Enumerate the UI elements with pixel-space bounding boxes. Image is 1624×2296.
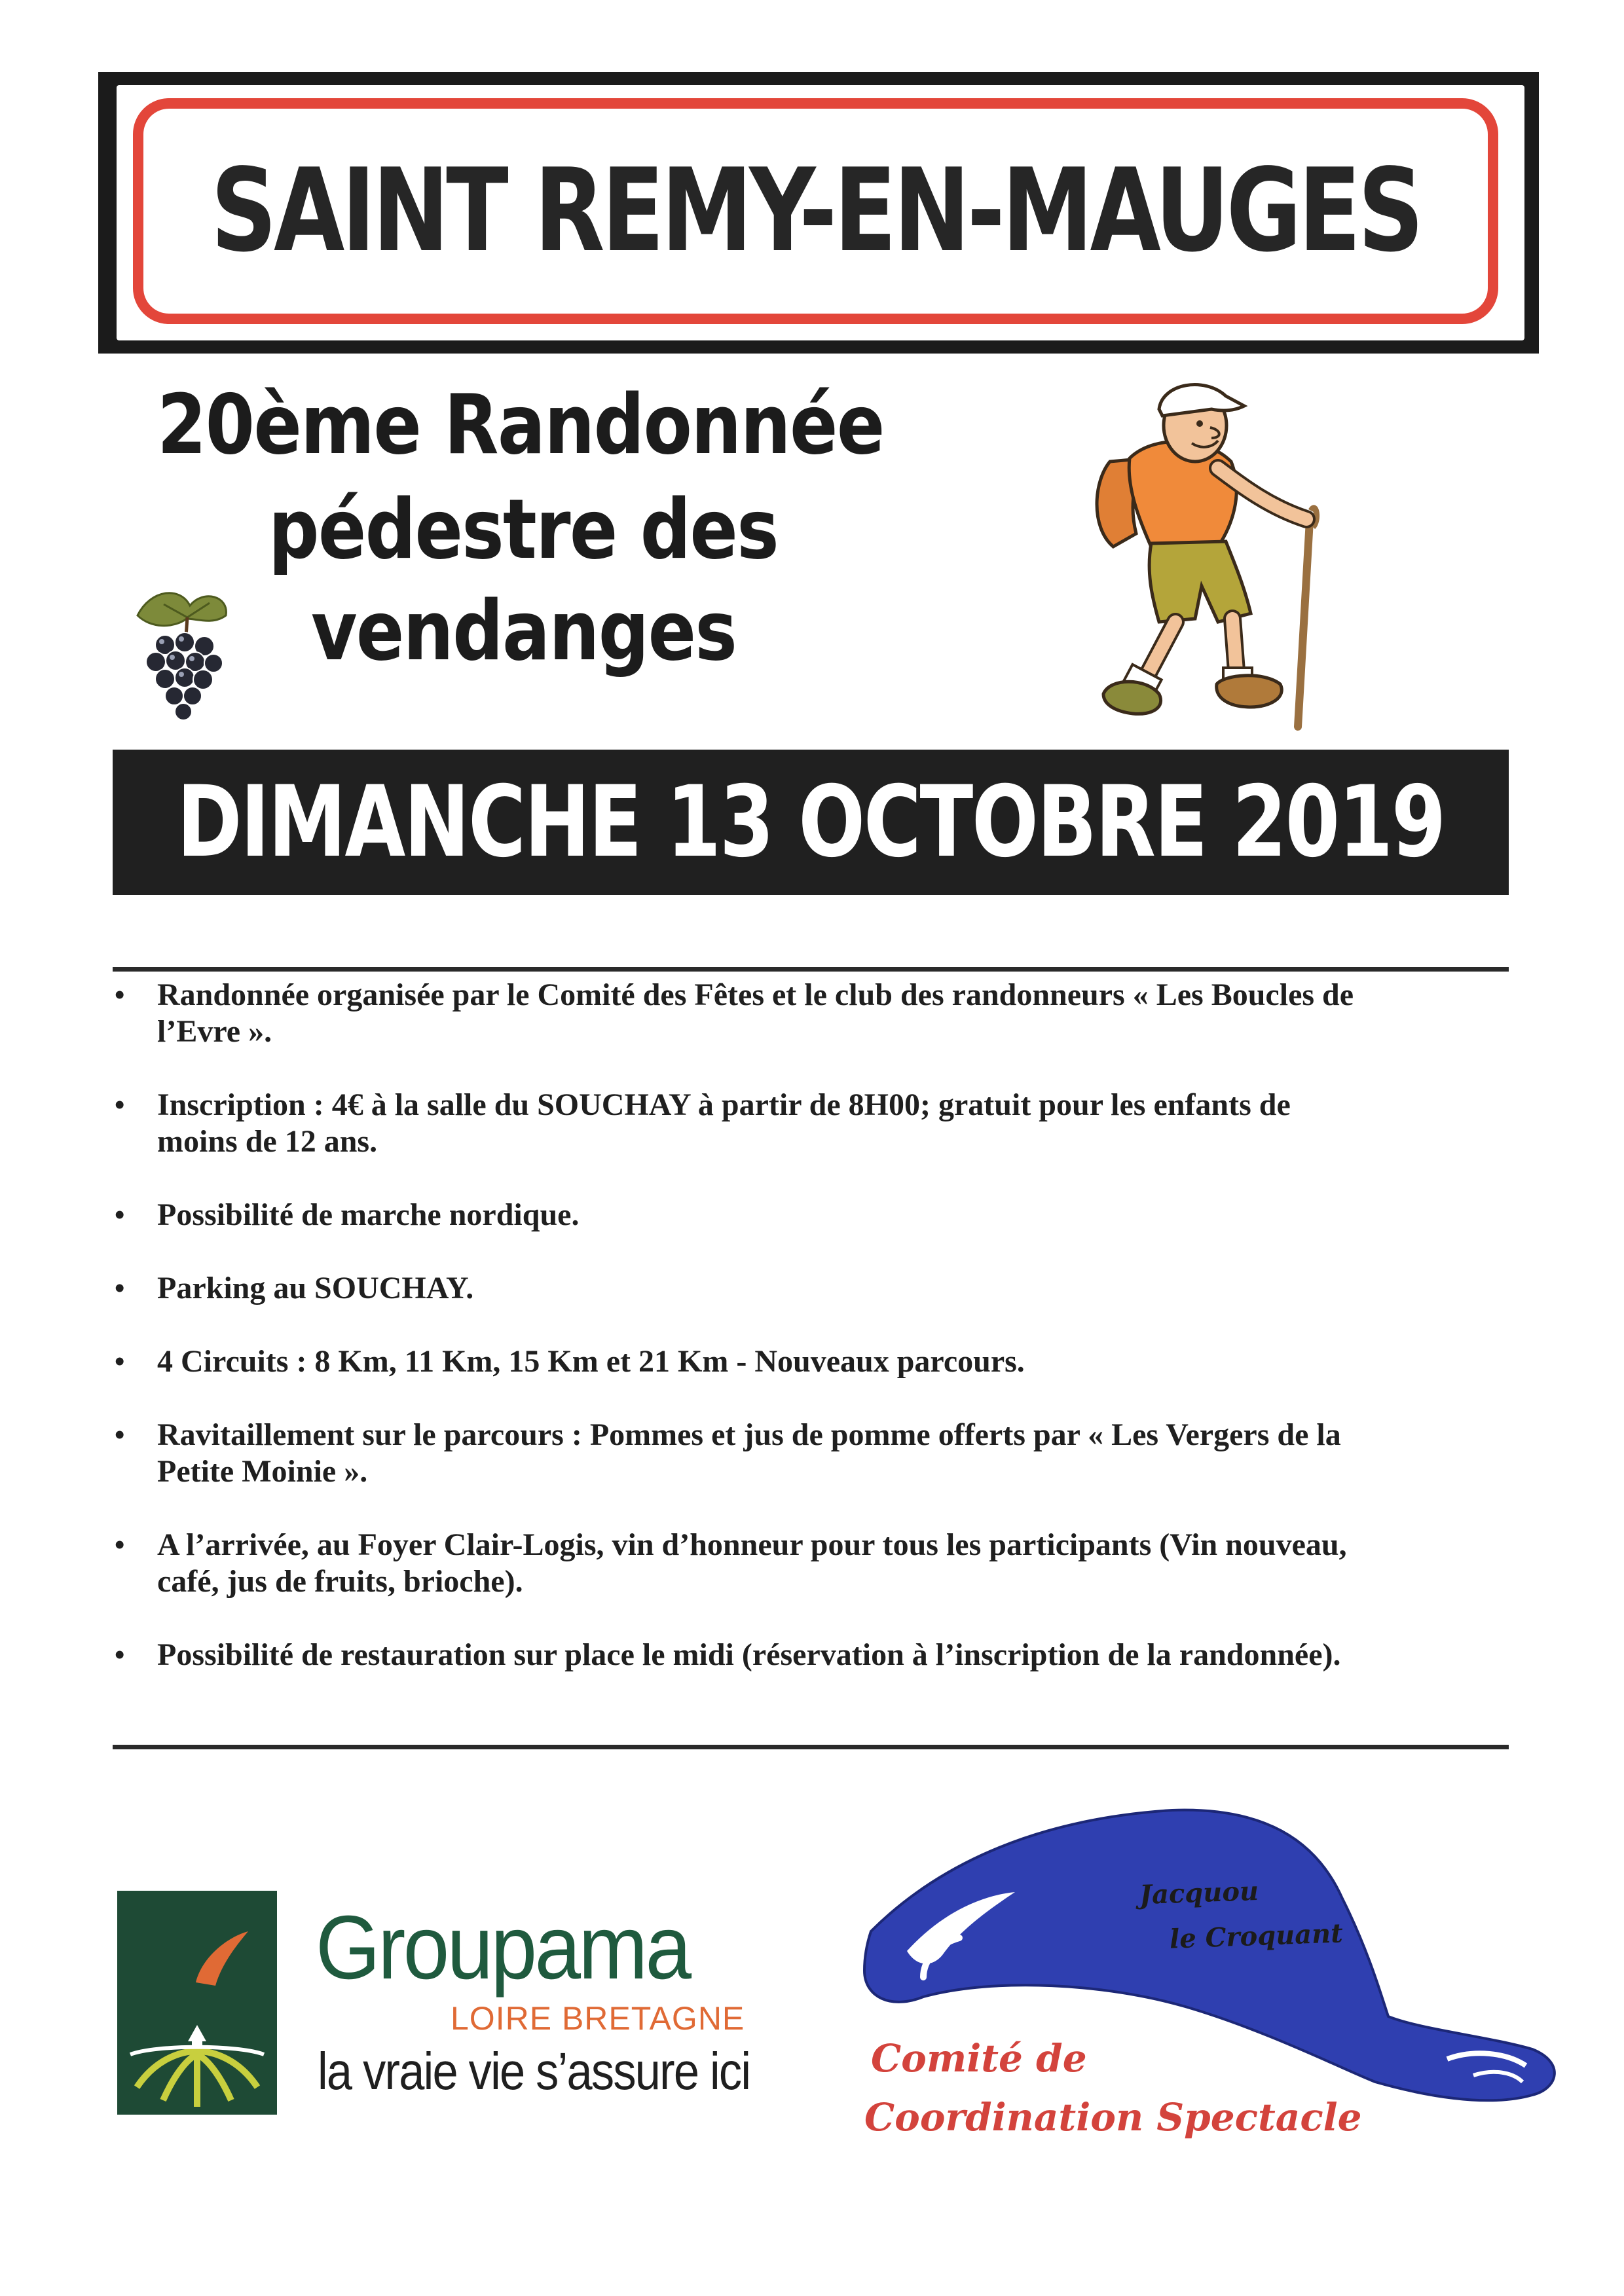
title-sign-border	[133, 98, 1498, 324]
list-item-line: • Ravitaillement sur le parcours : Pommes et jus de pomme offerts par « Les Vergers de la	[157, 1417, 1341, 1452]
list-item	[115, 1270, 1509, 1307]
subtitle-line-2: pédestre des	[268, 481, 778, 577]
comite-name-line-1: Comité de	[871, 2036, 1087, 2081]
list-item-line: • Inscription : 4€ à la salle du SOUCHAY à partir de 8H00; gratuit pour les enfants de	[157, 1087, 1291, 1122]
list-item	[115, 1343, 1509, 1380]
groupama-region: LOIRE BRETAGNE	[451, 2000, 745, 2037]
list-item-line: l’Evre ».	[157, 1014, 272, 1049]
groupama-logo-icon	[117, 1891, 277, 2115]
list-item-line: • 4 Circuits : 8 Km, 11 Km, 15 Km et 21 Km - Nouveaux parcours.	[157, 1344, 1025, 1379]
subtitle-line-3: vendanges	[311, 583, 737, 679]
list-item-line: café, jus de fruits, brioche).	[157, 1564, 523, 1599]
hiker-illustration	[1054, 370, 1349, 737]
list-item-line: Petite Moinie ».	[157, 1454, 368, 1489]
list-item-line: • A l’arrivée, au Foyer Clair-Logis, vin d’honneur pour tous les participants (Vin nouveau,	[157, 1527, 1347, 1562]
list-item	[115, 977, 1509, 1050]
info-list	[115, 977, 1509, 1710]
list-item	[115, 1637, 1509, 1673]
list-item-line: • Possibilité de restauration sur place le midi (réservation à l’inscription de la randonnée).	[157, 1637, 1341, 1672]
list-item-line: • Parking au SOUCHAY.	[157, 1271, 474, 1305]
list-item-line: • Randonnée organisée par le Comité des Fêtes et le club des randonneurs « Les Boucles de	[157, 977, 1354, 1012]
subtitle-line-1: 20ème Randonnée	[157, 376, 884, 473]
list-item	[115, 1197, 1509, 1233]
list-item-line: • Possibilité de marche nordique.	[157, 1197, 580, 1232]
event-date: DIMANCHE 13 OCTOBRE 2019	[177, 765, 1445, 879]
list-item-line: moins de 12 ans.	[157, 1124, 378, 1159]
cap-text-line-1: Jacquou	[1139, 1875, 1259, 1911]
comite-name-line-2: Coordination Spectacle	[864, 2095, 1362, 2140]
page-title: SAINT REMY-EN-MAUGES	[210, 145, 1421, 278]
grapes-icon	[124, 579, 239, 727]
cap-text-line-2: le Croquant	[1169, 1918, 1344, 1955]
divider-top	[113, 967, 1509, 972]
divider-bottom	[113, 1745, 1509, 1749]
list-item	[115, 1417, 1509, 1490]
groupama-name: Groupama	[316, 1897, 690, 1998]
list-item	[115, 1087, 1509, 1160]
list-item	[115, 1527, 1509, 1600]
groupama-slogan: la vraie vie s’assure ici	[318, 2042, 750, 2100]
date-banner	[113, 750, 1509, 895]
